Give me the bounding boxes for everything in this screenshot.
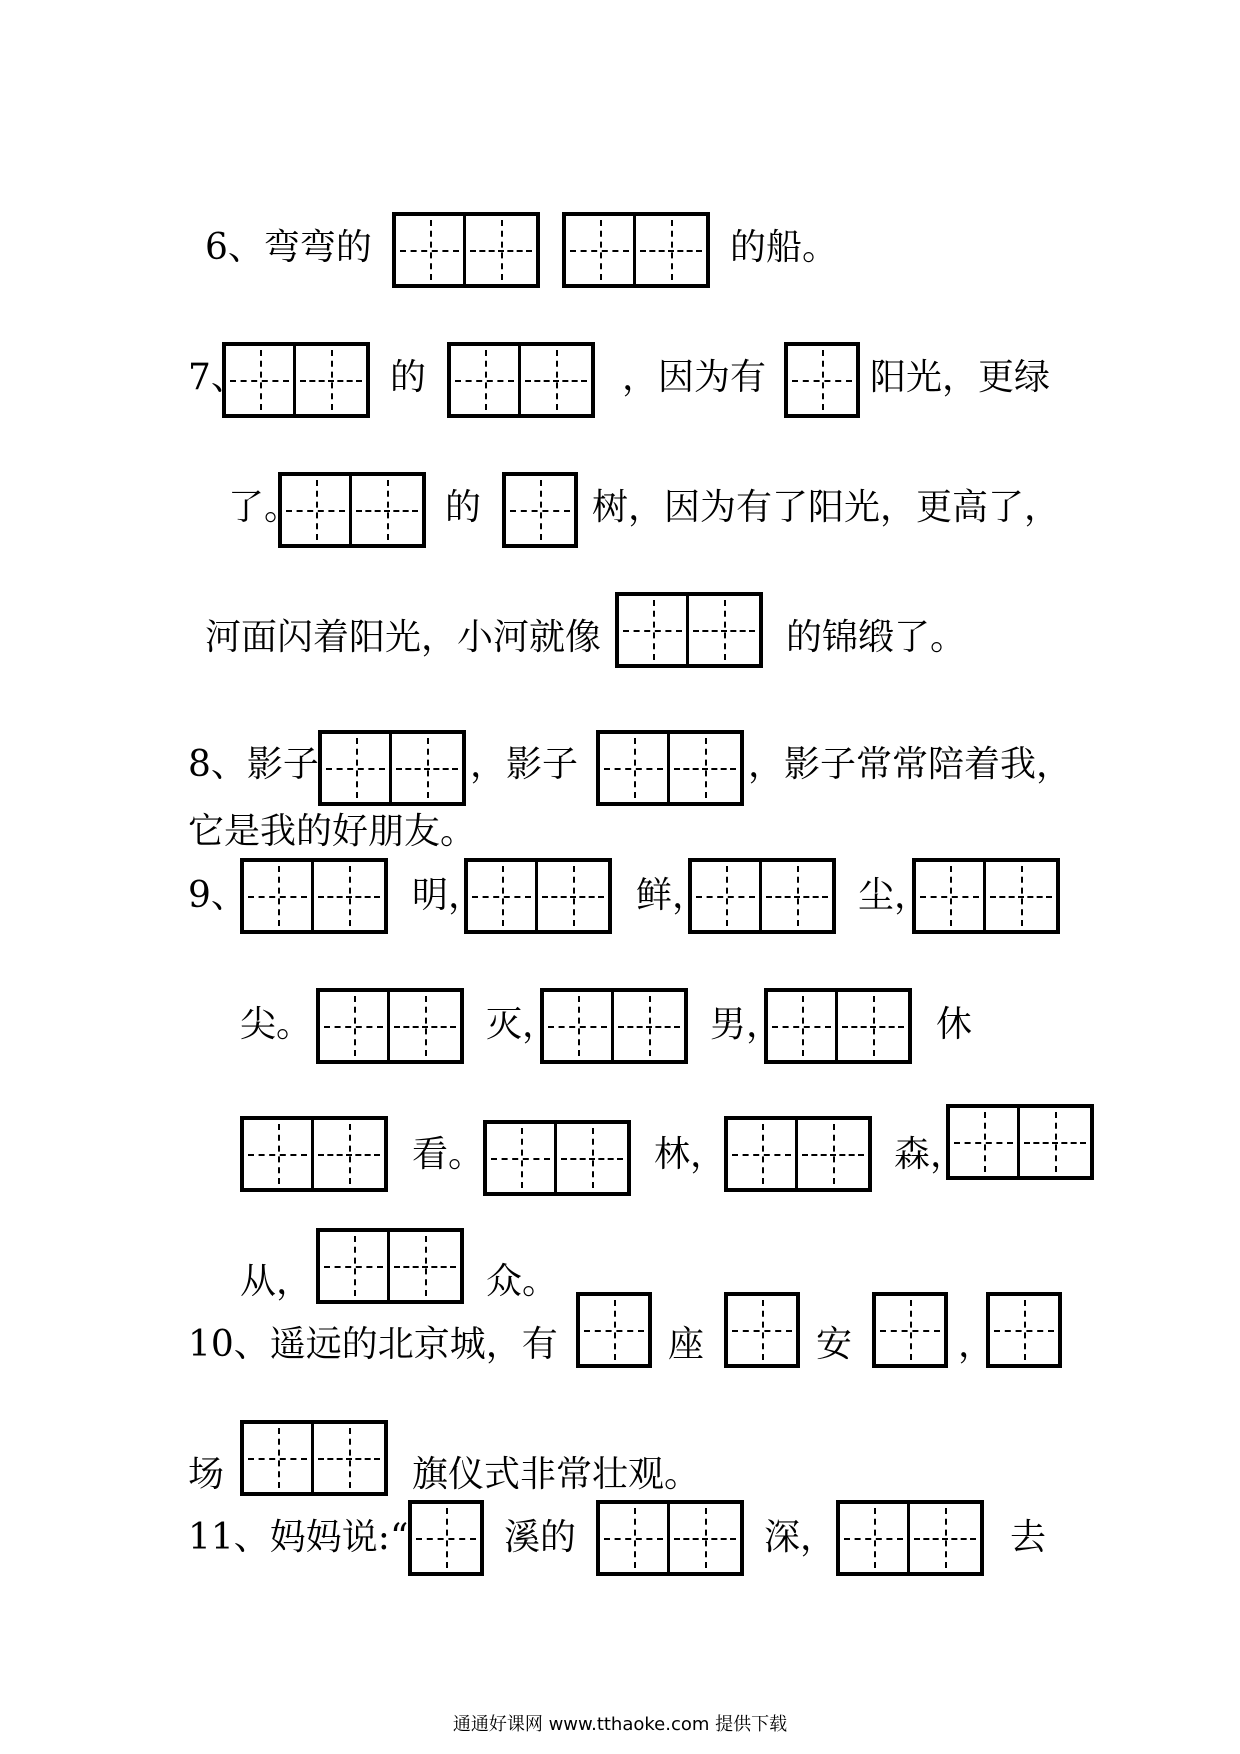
q9-text-k: 从， — [240, 1261, 313, 1302]
q7-number: 7、 — [188, 357, 247, 398]
q7-text-b: ，因为有 — [622, 357, 767, 398]
q9-text-e: 灭， — [486, 1004, 559, 1045]
writing-grid-double — [724, 1116, 872, 1192]
q9-text-j: 森， — [894, 1134, 967, 1175]
writing-grid-double — [316, 988, 464, 1064]
q6-text-a: 6、弯弯的 — [205, 227, 372, 268]
writing-grid-single — [408, 1500, 484, 1576]
q10-text-f: 旗仪式非常壮观。 — [412, 1454, 701, 1495]
q9-text-b: 鲜， — [636, 875, 709, 916]
q7-text-e: 的 — [445, 487, 482, 528]
writing-grid-double — [764, 988, 912, 1064]
q9-text-h: 看。 — [412, 1134, 485, 1175]
writing-grid-double — [946, 1104, 1094, 1180]
writing-grid-double — [483, 1120, 631, 1196]
writing-grid-double — [240, 1420, 388, 1496]
writing-grid-double — [316, 1228, 464, 1304]
writing-grid-double — [615, 592, 763, 668]
q11-text-b: 溪的 — [504, 1517, 577, 1558]
q7-text-g: 河面闪着阳光，小河就像 — [205, 617, 602, 658]
writing-grid-double — [318, 730, 466, 806]
q9-text-f: 男， — [710, 1004, 783, 1045]
q10-text-c: 安 — [816, 1324, 853, 1365]
q10-text-e: 场 — [188, 1454, 225, 1495]
q9-text-l: 众。 — [486, 1261, 559, 1302]
q8-text-a: 8、影子 — [188, 744, 319, 785]
q10-text-a: 10、遥远的北京城，有 — [188, 1324, 558, 1365]
q9-text-a: 明， — [412, 875, 485, 916]
writing-grid-double — [464, 858, 612, 934]
q9-number: 9、 — [188, 875, 247, 916]
writing-grid-single — [872, 1292, 948, 1368]
writing-grid-double — [540, 988, 688, 1064]
q9-text-i: 林， — [654, 1134, 727, 1175]
writing-grid-double — [836, 1500, 984, 1576]
writing-grid-double — [912, 858, 1060, 934]
writing-grid-double — [447, 342, 595, 418]
q11-text-c: 深， — [764, 1517, 837, 1558]
writing-grid-double — [278, 472, 426, 548]
q7-text-h: 的锦缎了。 — [786, 617, 967, 658]
q9-text-c: 尘， — [858, 875, 931, 916]
writing-grid-double — [688, 858, 836, 934]
q8-text-c: ，影子常常陪着我， — [748, 744, 1073, 785]
writing-grid-double — [240, 858, 388, 934]
writing-grid-single — [502, 472, 578, 548]
q6-text-b: 的船。 — [730, 227, 839, 268]
q11-text-d: 去 — [1010, 1517, 1047, 1558]
q9-text-d: 尖。 — [240, 1004, 313, 1045]
q8-text-d: 它是我的好朋友。 — [188, 811, 477, 852]
q7-text-d: 了。 — [228, 487, 301, 528]
q11-text-a: 11、妈妈说:“ — [188, 1517, 409, 1558]
writing-grid-double — [596, 1500, 744, 1576]
writing-grid-single — [784, 342, 860, 418]
writing-grid-single — [724, 1292, 800, 1368]
writing-grid-single — [576, 1292, 652, 1368]
q7-text-a: 的 — [390, 357, 427, 398]
writing-grid-double — [392, 212, 540, 288]
page-footer: 通通好课网 www.tthaoke.com 提供下载 — [452, 1714, 788, 1735]
writing-grid-double — [562, 212, 710, 288]
q10-text-b: 座 — [668, 1324, 705, 1365]
writing-grid-single — [986, 1292, 1062, 1368]
q7-text-c: 阳光，更绿 — [870, 357, 1051, 398]
q9-text-g: 休 — [936, 1004, 973, 1045]
writing-grid-double — [240, 1116, 388, 1192]
q8-text-b: ，影子 — [470, 744, 579, 785]
writing-grid-double — [222, 342, 370, 418]
q7-text-f: 树，因为有了阳光，更高了， — [592, 487, 1061, 528]
writing-grid-double — [596, 730, 744, 806]
q10-text-d: ， — [958, 1324, 995, 1365]
